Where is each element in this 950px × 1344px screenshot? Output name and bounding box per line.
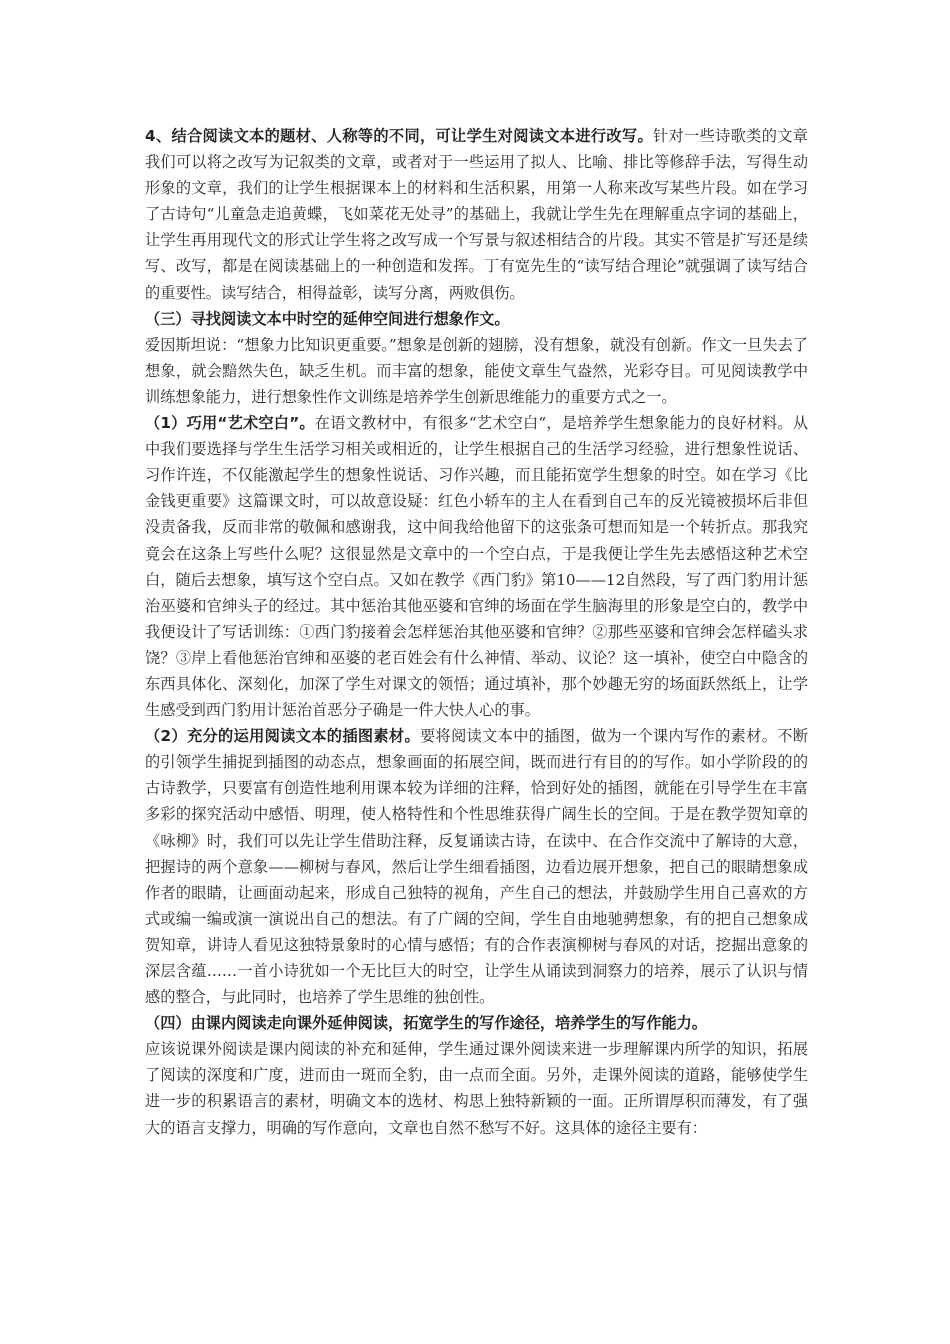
paragraph-lead-rewriting: 4、结合阅读文本的题材、人称等的不同，可让学生对阅读文本进行改写。 [145, 127, 653, 145]
paragraph-art-blank [145, 410, 808, 723]
paragraph-illustrations [145, 723, 808, 1010]
paragraph-extracurricular: 应该说课外阅读是课内阅读的补充和延伸，学生通过课外阅读来进一步理解课内所学的知识，拓展了阅读的深度和广度，进而由一斑而全豹，由一点而全面。另外，走课外阅读的道路，能够使学生进一步的积累语言的素材，明确文本的选材、构思上独特新颖的一面。正所谓厚积而薄发，有了强大的语言支撑力，明确的写作意向，文章也自然不愁写不好。这具体的途径主要有： [145, 1040, 808, 1137]
section-heading-3: （三）寻找阅读文本中时空的延伸空间进行想象作文。 [145, 309, 510, 328]
paragraph-lead-illustrations: （2）充分的运用阅读文本的插图素材。 [145, 727, 420, 746]
paragraph-imagination: 爱因斯坦说：“想象力比知识更重要。”想象是创新的翅膀，没有想象，就没有创新。作文一旦失去了想象，就会黯然失色，缺乏生机。而丰富的想象，能使文章生气盎然，光彩夺目。可见阅读教学中训练想象能力，进行想象性作文训练是培养学生创新思维能力的重要方式之一。 [145, 335, 808, 406]
paragraph-body-rewriting: 针对一些诗歌类的文章我们可以将之改写为记叙类的文章，或者对于一些运用了拟人、比喻、排比等修辞手法，写得生动形象的文章，我们的让学生根据课本上的材料和生活积累，用第一人称来改写某些片段。如在学习了古诗句“儿童急走追黄蝶，飞如菜花无处寻”的基础上，我就让学生先在理解重点字词的基础上，让学生再用现代文的形式让学生将之改写成一个写景与叙述相结合的片段。其实不管是扩写还是续写、改写，都是在阅读基础上的一种创造和发挥。丁有宽先生的“读写结合理论”就强调了读写结合的重要性。读写结合，相得益彰，读写分离，两败俱伤。 [145, 127, 808, 302]
paragraph-lead-art-blank: （1）巧用“艺术空白”。 [145, 414, 315, 433]
paragraph-body-art-blank: 在语文教材中，有很多“艺术空白“，是培养学生想象能力的良好材料。从中我们要选择与学生生活学习相关或相近的，让学生根据自己的生活学习经验，进行想象性说话、习作许连，不仅能激起学生的想象性说话、习作兴趣，而且能拓宽学生想象的时空。如在学习《比金钱更重要》这篇课文时，可以故意设疑：红色小轿车的主人在看到自己车的反光镜被损坏后非但没责备我，反而非常的敬佩和感谢我，这中间我给他留下的这张条可想而知是一个转折点。那我究竟会在这条上写些什么呢？这很显然是文章中的一个空白点，于是我便让学生先去感悟这种艺术空白，随后去想象，填写这个空白点。又如在教学《西门豹》第10——12自然段，写了西门豹用计惩治巫婆和官绅头子的经过。其中惩治其他巫婆和官绅的场面在学生脑海里的形象是空白的，教学中我便设计了写话训练：①西门豹接着会怎样惩治其他巫婆和官绅？②那些巫婆和官绅会怎样磕头求饶？③岸上看他惩治官绅和巫婆的老百姓会有什么神情、举动、议论？这一填补，使空白中隐含的东西具体化、深刻化，加深了学生对课文的领悟；通过填补，那个妙趣无穷的场面跃然纸上，让学生感受到西门豹用计惩治首恶分子确是一件大快人心的事。 [145, 414, 809, 720]
paragraph-rewriting [145, 123, 808, 306]
section-heading-4: （四）由课内阅读走向课外延伸阅读，拓宽学生的写作途径，培养学生的写作能力。 [145, 1014, 707, 1033]
document-page [145, 123, 808, 1141]
paragraph-body-illustrations: 要将阅读文本中的插图，做为一个课内写作的素材。不断的引领学生捕捉到插图的动态点，想象画面的拓展空间，既而进行有目的的写作。如小学阶段的的古诗教学，只要富有创造性地利用课本较为详细的注释，恰到好处的插图，就能在引导学生在丰富多彩的探究活动中感悟、明理，使人格特性和个性思维获得广阔生长的空间。于是在教学贺知章的《咏柳》时，我们可以先让学生借助注释，反复诵读古诗，在读中、在合作交流中了解诗的大意，把握诗的两个意象——柳树与春风，然后让学生细看插图，边看边展开想象，把自己的眼睛想象成作者的眼睛，让画面动起来，形成自己独特的视角，产生自己的想法，并鼓励学生用自己喜欢的方式或编一编或演一演说出自己的想法。有了广阔的空间，学生自由地驰骋想象，有的把自己想象成贺知章，讲诗人看见这独特景象时的心情与感悟；有的合作表演柳树与春风的对话，挖掘出意象的深层含蕴……一首小诗犹如一个无比巨大的时空，让学生从诵读到洞察力的培养，展示了认识与情感的整合，与此同时，也培养了学生思维的独创性。 [145, 727, 809, 1007]
